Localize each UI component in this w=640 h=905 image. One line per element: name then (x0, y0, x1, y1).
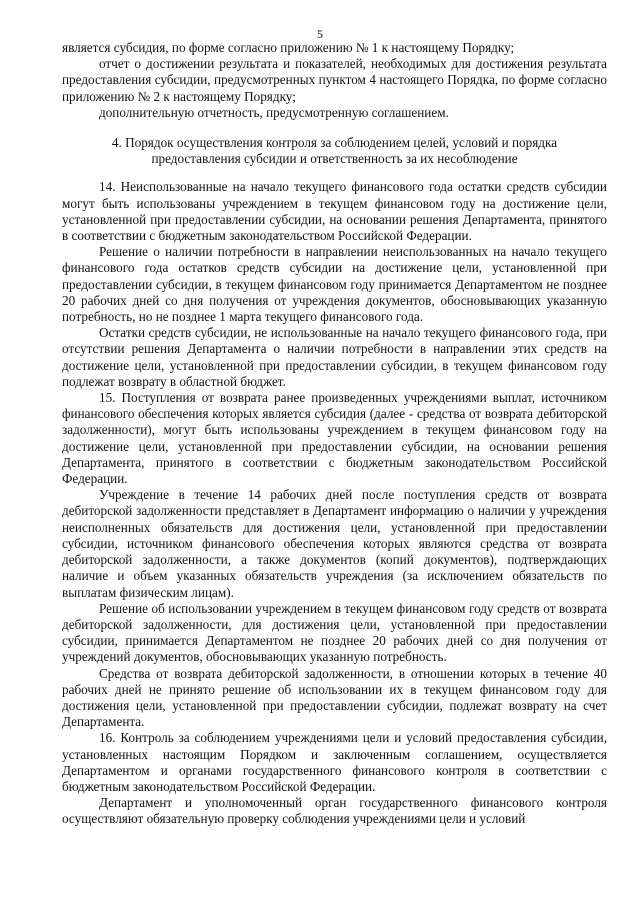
intro-paragraph: является субсидия, по форме согласно приложению № 1 к настоящему Порядку; (62, 40, 515, 55)
section-heading: 4. Порядок осуществления контроля за соблюдением целей, условий и порядка предоставления субсидии и ответственность за их несоблюдение (111, 135, 558, 167)
paragraph: Департамент и уполномоченный орган государственного финансового контроля осуществляют обязательную проверку соблюдения учреждениями цели и условий (62, 795, 607, 827)
paragraph: Средства от возврата дебиторской задолженности, в отношении которых в течение 40 рабочих дней не принято решение об использовании их в текущем финансовом году для достижения цели, установленной при предоставлении субсидии, подлежат возврату на счет Департамента. (62, 665, 607, 730)
paragraph: Учреждение в течение 14 рабочих дней после поступления средств от возврата дебиторской задолженности представляет в Департамент информацию о наличии у учреждения неисполненных обязательств для достижения цели, установленной при предоставлении субсидии, источником финансового обеспечения которых являются средства от возврата дебиторской задолженности, а также документов (копий документов), подтверждающих наличие и объем указанных обязательств учреждения (за исключением обязательств по выплатам физическим лицам). (62, 487, 607, 600)
paragraph: Остатки средств субсидии, не использованные на начало текущего финансового года, при отсутствии решения Департамента о наличии потребности в направлении этих средств на достижение цели, установленной при предоставлении субсидии, в текущем финансовом году подлежат возврату в областной бюджет. (62, 325, 607, 389)
intro-paragraph: дополнительную отчетность, предусмотренную соглашением. (99, 104, 449, 120)
intro-paragraph: отчет о достижении результата и показателей, необходимых для достижения результата предоставления субсидии, предусмотренных пунктом 4 настоящего Порядка, по форме согласно приложению № 2 к настоящему Порядку; (62, 56, 607, 104)
paragraph-14: 14. Неиспользованные на начало текущего финансового года остатки средств субсидии могут быть использованы учреждением в текущем финансовом году на достижение цели, установленной при предоставлении субсидии, на основании решения Департамента, принятого в соответствии с бюджетным законодательством Российской Федерации. (62, 179, 607, 244)
paragraph: Решение об использовании учреждением в текущем финансовом году средств от возврата дебиторской задолженности, для достижения цели, установленной при предоставлении субсидии, принимается Департаментом не позднее 20 рабочих дней со дня получения от учреждений документов, обосновывающих указанную потребность. (62, 600, 607, 665)
paragraph: Решение о наличии потребности в направлении неиспользованных на начало текущего финансового года остатков средств субсидии на достижение цели, установленной при предоставлении субсидии, в текущем финансовом году принимается Департаментом не позднее 20 рабочих дней со дня получения от учреждения документов, обосновывающих указанную потребность, но не позднее 1 марта текущего финансового года. (62, 244, 607, 325)
page-number: 5 (317, 27, 323, 41)
paragraph-16: 16. Контроль за соблюдением учреждениями цели и условий предоставления субсидии, установленных настоящим Порядком и заключенным соглашением, осуществляется Департаментом и органами государственного финансового контроля в соответствии с бюджетным законодательством Российской Федерации. (62, 730, 607, 794)
document-body (62, 40, 607, 828)
paragraph-15: 15. Поступления от возврата ранее произведенных учреждениями выплат, источником финансового обеспечения которых является субсидия (далее - средства от возврата дебиторской задолженности), могут быть использованы учреждением в текущем финансовом году на достижение цели, установленной при предоставлении субсидии, на основании решения Департамента, принятого в соответствии с бюджетным законодательством Российской Федерации. (62, 390, 607, 487)
